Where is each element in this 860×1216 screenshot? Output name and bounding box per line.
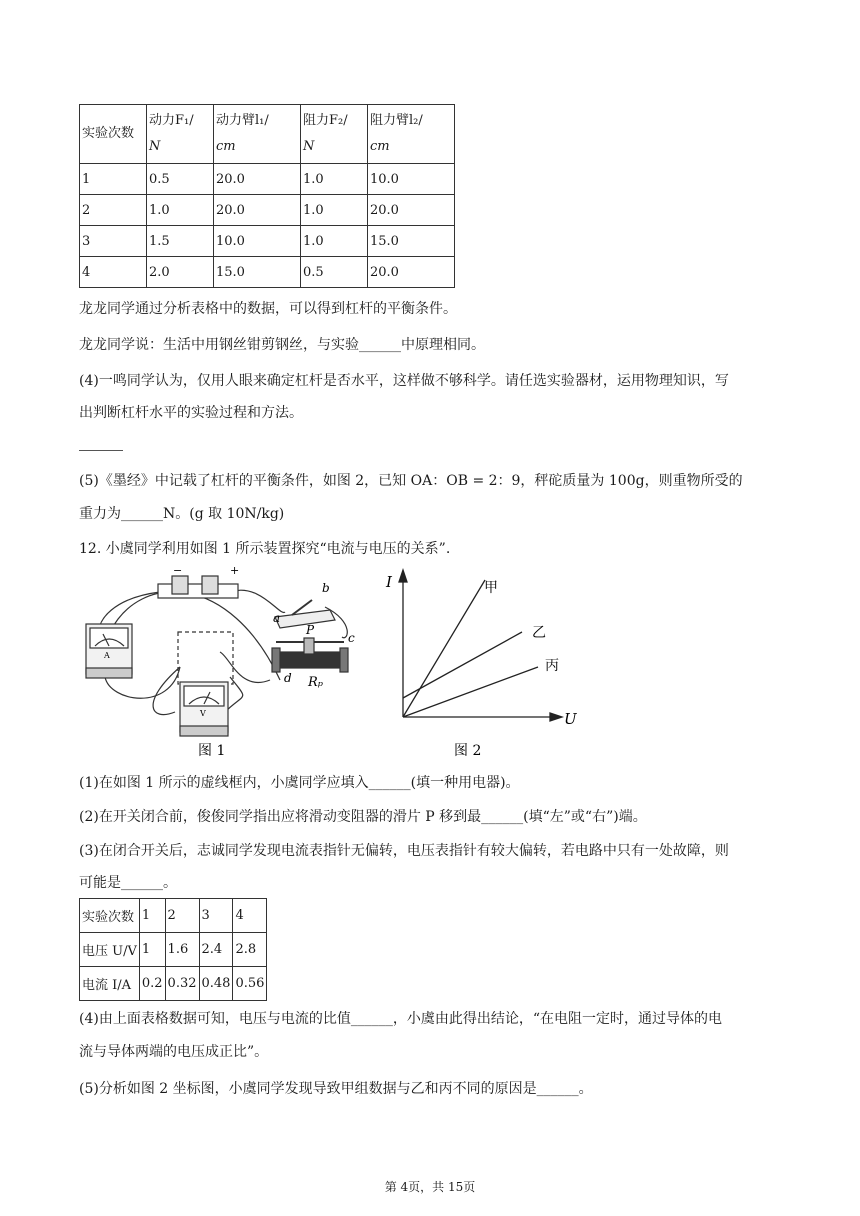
- table-cell: 15.0: [214, 257, 301, 288]
- series-line-bing: [403, 667, 538, 717]
- table-cell: 20.0: [214, 195, 301, 226]
- table-row: [80, 257, 455, 288]
- label-p: P: [306, 623, 315, 637]
- table-row: [80, 899, 267, 933]
- table-cell: 2: [80, 195, 147, 226]
- table-cell: 1: [80, 164, 147, 195]
- table-cell: 实验次数: [80, 899, 140, 933]
- iu-graph-figure: [380, 562, 590, 762]
- table-row: [80, 164, 455, 195]
- table-cell: 15.0: [368, 226, 455, 257]
- table-cell: 3: [80, 226, 147, 257]
- header-force2: 阻力F₂/ N: [301, 105, 368, 164]
- table-cell: 20.0: [368, 257, 455, 288]
- question-5-line2: 重力为______N。(g 取 10N/kg): [79, 506, 285, 522]
- table-cell: 2: [165, 899, 199, 933]
- table-row: [80, 226, 455, 257]
- table-cell: 0.5: [301, 257, 368, 288]
- table-cell: 1.5: [147, 226, 214, 257]
- question-12-4-line1: (4)由上面表格数据可知，电压与电流的比值______，小虞由此得出结论，“在电阻一定时，通过导体的电: [79, 1011, 722, 1027]
- question-4-line2: 出判断杠杆水平的实验过程和方法。: [79, 405, 303, 421]
- table-cell: 0.32: [165, 967, 199, 1001]
- table-cell: 电流 I/A: [80, 967, 140, 1001]
- question-5-line1: (5)《墨经》中记载了杠杆的平衡条件，如图 2，已知 OA：OB = 2：9，秤砣质量为 100g，则重物所受的: [79, 473, 743, 489]
- table-row: [80, 967, 267, 1001]
- page-footer: 第 4页，共 15页: [384, 1180, 476, 1194]
- table-cell: 4: [80, 257, 147, 288]
- header-force1: 动力F₁/ N: [147, 105, 214, 164]
- table-cell: 1.0: [147, 195, 214, 226]
- table-header-row: [80, 105, 455, 164]
- ammeter-label: A: [104, 651, 110, 660]
- table-cell: 1.6: [165, 933, 199, 967]
- label-rp: Rₚ: [308, 675, 323, 690]
- question-12-3-line1: (3)在闭合开关后，志诚同学发现电流表指针无偏转，电压表指针有较大偏转，若电路中只有一处故障，则: [79, 843, 729, 859]
- y-axis-arrow: [399, 570, 407, 582]
- series-line-yi: [403, 632, 522, 698]
- label-c: c: [348, 631, 355, 645]
- table-cell: 0.2: [139, 967, 165, 1001]
- table-cell: 2.0: [147, 257, 214, 288]
- question-12-5: (5)分析如图 2 坐标图，小虞同学发现导致甲组数据与乙和丙不同的原因是______。: [79, 1081, 593, 1097]
- table-cell: 10.0: [214, 226, 301, 257]
- table-cell: 10.0: [368, 164, 455, 195]
- table-cell: 4: [233, 899, 267, 933]
- question-12-1: (1)在如图 1 所示的虚线框内，小虞同学应填入______(填一种用电器)。: [79, 775, 520, 791]
- question-12-3-line2: 可能是______。: [79, 875, 177, 891]
- y-axis-label: I: [386, 573, 392, 591]
- table-cell: 2.4: [199, 933, 233, 967]
- header-arm2: 阻力臂l₂/ cm: [368, 105, 455, 164]
- table-cell: 3: [199, 899, 233, 933]
- voltmeter-label: V: [200, 709, 206, 718]
- table-cell: 0.5: [147, 164, 214, 195]
- table-cell: 1.0: [301, 195, 368, 226]
- battery-minus-label: −: [173, 564, 183, 577]
- answer-blank-line: [79, 450, 123, 451]
- figure2-caption: 图 2: [454, 743, 482, 759]
- table-cell: 1.0: [301, 226, 368, 257]
- question-12-4-line2: 流与导体两端的电压成正比”。: [79, 1044, 269, 1060]
- table-cell: 20.0: [368, 195, 455, 226]
- table-cell: 1.0: [301, 164, 368, 195]
- label-d: d: [284, 671, 292, 685]
- table-cell: 1: [139, 933, 165, 967]
- table-cell: 2.8: [233, 933, 267, 967]
- circuit-figure: [80, 562, 370, 762]
- table-cell: 0.56: [233, 967, 267, 1001]
- table-cell: 0.48: [199, 967, 233, 1001]
- series-line-jia: [403, 580, 485, 717]
- label-b: b: [322, 581, 330, 595]
- series-label-jia: 甲: [484, 580, 498, 596]
- header-arm1: 动力臂l₁/ cm: [214, 105, 301, 164]
- lever-data-table: [79, 104, 455, 288]
- x-axis-arrow: [550, 713, 562, 721]
- header-trial: 实验次数: [80, 105, 147, 164]
- table-cell: 20.0: [214, 164, 301, 195]
- question-12-2: (2)在开关闭合前，俊俊同学指出应将滑动变阻器的滑片 P 移到最______(填“左”或“右”)端。: [79, 809, 647, 825]
- table-row: [80, 933, 267, 967]
- table-row: [80, 195, 455, 226]
- current-voltage-table: [79, 898, 267, 1001]
- question-4-line1: (4)一鸣同学认为，仅用人眼来确定杠杆是否水平，这样做不够科学。请任选实验器材，运用物理知识，写: [79, 373, 729, 389]
- table-cell: 电压 U/V: [80, 933, 140, 967]
- paragraph-wire-cutter: 龙龙同学说：生活中用钢丝钳剪钢丝，与实验______中原理相同。: [79, 337, 485, 353]
- question-12-title: 12. 小虞同学利用如图 1 所示装置探究“电流与电压的关系”.: [79, 541, 451, 557]
- label-a: a: [273, 611, 281, 625]
- table-cell: 1: [139, 899, 165, 933]
- figure1-caption: 图 1: [198, 743, 226, 759]
- paragraph-conclusion: 龙龙同学通过分析表格中的数据，可以得到杠杆的平衡条件。: [79, 301, 457, 317]
- battery-plus-label: +: [230, 564, 240, 577]
- series-label-bing: 丙: [545, 658, 559, 674]
- series-label-yi: 乙: [532, 625, 546, 641]
- x-axis-label: U: [564, 710, 577, 728]
